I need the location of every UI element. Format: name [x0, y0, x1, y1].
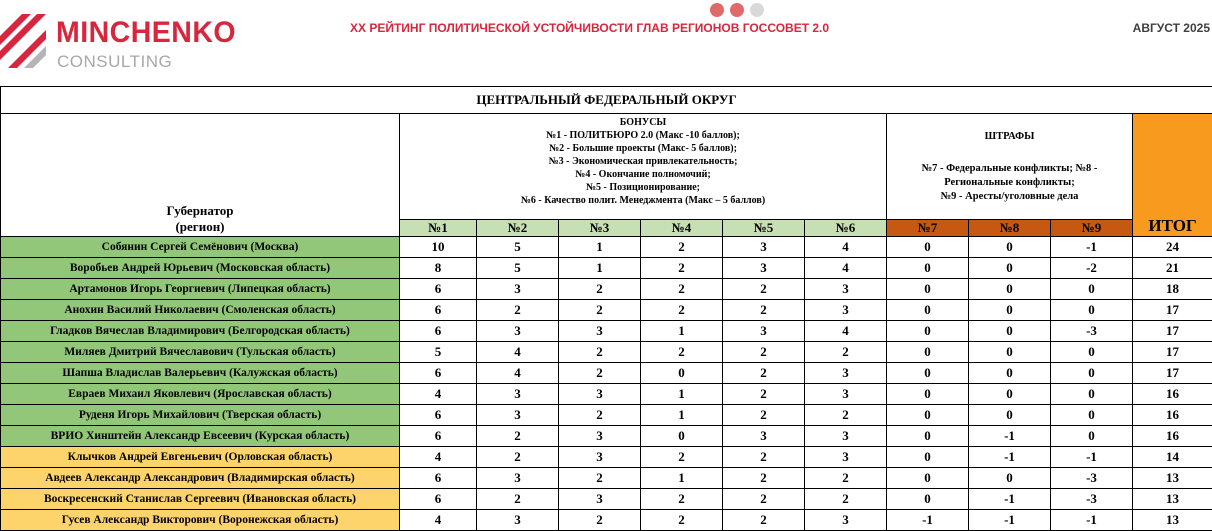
bonus-score-cell: 4: [400, 447, 477, 468]
bonus-score-cell: 1: [641, 405, 723, 426]
total-score-cell: 17: [1133, 363, 1212, 384]
penalty-score-cell: -3: [1051, 468, 1133, 489]
rating-table: [0, 86, 1212, 531]
penalty-score-cell: -1: [1051, 447, 1133, 468]
bonus-score-cell: 2: [641, 279, 723, 300]
governor-name-cell: Анохин Василий Николаевич (Смоленская область): [1, 300, 400, 321]
bonus-score-cell: 3: [559, 426, 641, 447]
penalty-score-cell: 0: [1051, 363, 1133, 384]
total-score-cell: 16: [1133, 426, 1212, 447]
bonus-score-cell: 2: [723, 405, 805, 426]
bonus-header-line: №5 - Позиционирование;: [400, 181, 886, 194]
penalty-score-cell: -1: [887, 510, 969, 531]
governor-row: [1, 300, 1212, 321]
bonus-header-line: №3 - Экономическая привлекательность;: [400, 155, 886, 168]
bonus-score-cell: 8: [400, 258, 477, 279]
total-score-cell: 16: [1133, 384, 1212, 405]
governor-row: [1, 363, 1212, 384]
district-title: ЦЕНТРАЛЬНЫЙ ФЕДЕРАЛЬНЫЙ ОКРУГ: [1, 87, 1212, 114]
page-dot: [750, 3, 764, 17]
penalty-score-cell: 0: [969, 237, 1051, 258]
bonus-score-cell: 2: [477, 447, 559, 468]
penalty-score-cell: 0: [1051, 279, 1133, 300]
report-title: XX РЕЙТИНГ ПОЛИТИЧЕСКОЙ УСТОЙЧИВОСТИ ГЛАВ РЕГИОНОВ ГОССОВЕТ 2.0: [350, 21, 829, 35]
penalty-score-cell: 0: [887, 237, 969, 258]
penalty-score-cell: 0: [887, 405, 969, 426]
page-indicator: [710, 3, 770, 22]
bonus-score-cell: 4: [400, 510, 477, 531]
bonus-score-cell: 3: [477, 384, 559, 405]
bonus-score-cell: 6: [400, 468, 477, 489]
bonus-score-cell: 2: [559, 468, 641, 489]
governor-header-line: Губернатор: [1, 203, 399, 219]
bonus-score-cell: 2: [477, 489, 559, 510]
bonus-score-cell: 3: [723, 426, 805, 447]
bonus-score-cell: 2: [805, 489, 887, 510]
bonus-score-cell: 1: [559, 237, 641, 258]
governor-row: [1, 321, 1212, 342]
bonus-score-cell: 4: [805, 258, 887, 279]
penalty-score-cell: 0: [887, 279, 969, 300]
bonus-score-cell: 4: [805, 237, 887, 258]
governor-name-cell: Клычков Андрей Евгеньевич (Орловская область): [1, 447, 400, 468]
penalty-score-cell: 0: [969, 405, 1051, 426]
bonus-column-label: №4: [641, 220, 723, 237]
bonus-score-cell: 10: [400, 237, 477, 258]
page-dot: [710, 3, 724, 17]
company-logo: [0, 14, 240, 74]
total-score-cell: 14: [1133, 447, 1212, 468]
bonus-score-cell: 3: [805, 510, 887, 531]
bonus-score-cell: 2: [723, 510, 805, 531]
governor-name-cell: Руденя Игорь Михайлович (Тверская область): [1, 405, 400, 426]
bonus-score-cell: 5: [400, 342, 477, 363]
governor-name-cell: Евраев Михаил Яковлевич (Ярославская область): [1, 384, 400, 405]
penalty-header: [887, 114, 1133, 220]
page-dot: [730, 3, 744, 17]
bonus-score-cell: 2: [641, 447, 723, 468]
penalty-score-cell: -1: [1051, 510, 1133, 531]
governor-name-cell: Собянин Сергей Семёнович (Москва): [1, 237, 400, 258]
total-score-cell: 13: [1133, 489, 1212, 510]
bonus-score-cell: 6: [400, 426, 477, 447]
bonus-score-cell: 2: [805, 405, 887, 426]
penalty-score-cell: 0: [969, 363, 1051, 384]
bonus-score-cell: 2: [723, 489, 805, 510]
governor-name-cell: Артамонов Игорь Георгиевич (Липецкая область): [1, 279, 400, 300]
penalty-score-cell: 0: [969, 279, 1051, 300]
penalty-header-line: №9 - Аресты/уголовные дела: [887, 190, 1132, 204]
bonus-score-cell: 3: [477, 321, 559, 342]
penalty-header-line: №7 - Федеральные конфликты; №8 -: [887, 162, 1132, 176]
penalty-column-label: №7: [887, 220, 969, 237]
bonus-score-cell: 2: [559, 300, 641, 321]
governor-row: [1, 468, 1212, 489]
penalty-score-cell: 0: [887, 342, 969, 363]
bonus-score-cell: 3: [723, 237, 805, 258]
penalty-column-label: №9: [1051, 220, 1133, 237]
bonus-score-cell: 3: [559, 447, 641, 468]
total-score-cell: 17: [1133, 300, 1212, 321]
governor-row: [1, 258, 1212, 279]
penalty-score-cell: -1: [1051, 237, 1133, 258]
penalty-header-line: Региональные конфликты;: [887, 176, 1132, 190]
bonus-header-line: №1 - ПОЛИТБЮРО 2.0 (Макс -10 баллов);: [400, 129, 886, 142]
governor-row: [1, 426, 1212, 447]
penalty-score-cell: -1: [969, 510, 1051, 531]
bonus-score-cell: 3: [723, 321, 805, 342]
bonus-column-label: №5: [723, 220, 805, 237]
bonus-score-cell: 2: [477, 300, 559, 321]
bonus-score-cell: 2: [723, 363, 805, 384]
logo-stripes-icon: [0, 14, 48, 70]
bonus-score-cell: 2: [559, 342, 641, 363]
bonus-score-cell: 3: [477, 405, 559, 426]
bonus-score-cell: 6: [400, 363, 477, 384]
governor-row: [1, 447, 1212, 468]
penalty-score-cell: -2: [1051, 258, 1133, 279]
governor-row: [1, 405, 1212, 426]
bonus-score-cell: 3: [559, 321, 641, 342]
bonus-score-cell: 2: [641, 510, 723, 531]
total-score-cell: 13: [1133, 468, 1212, 489]
penalty-score-cell: 0: [969, 342, 1051, 363]
bonus-score-cell: 4: [400, 384, 477, 405]
bonus-score-cell: 6: [400, 321, 477, 342]
bonus-score-cell: 6: [400, 279, 477, 300]
penalty-score-cell: 0: [887, 489, 969, 510]
penalty-score-cell: 0: [969, 468, 1051, 489]
penalty-score-cell: 0: [1051, 405, 1133, 426]
penalty-score-cell: 0: [887, 363, 969, 384]
bonus-score-cell: 3: [723, 258, 805, 279]
governor-row: [1, 342, 1212, 363]
penalty-score-cell: 0: [887, 258, 969, 279]
bonus-score-cell: 2: [559, 405, 641, 426]
bonus-score-cell: 3: [805, 300, 887, 321]
governor-header-line: (регион): [1, 219, 399, 235]
bonus-score-cell: 2: [805, 468, 887, 489]
total-score-cell: 18: [1133, 279, 1212, 300]
governor-name-cell: Шапша Владислав Валерьевич (Калужская область): [1, 363, 400, 384]
bonus-header-line: №2 - Большие проекты (Макс- 5 баллов);: [400, 142, 886, 155]
bonus-column-label: №1: [400, 220, 477, 237]
bonus-score-cell: 6: [400, 489, 477, 510]
penalty-score-cell: -1: [969, 426, 1051, 447]
governor-row: [1, 279, 1212, 300]
bonus-score-cell: 2: [641, 489, 723, 510]
bonus-score-cell: 3: [805, 426, 887, 447]
bonus-header-line: БОНУСЫ: [400, 116, 886, 129]
report-date: АВГУСТ 2025: [1133, 21, 1210, 35]
bonus-score-cell: 0: [641, 426, 723, 447]
governor-name-cell: Гладков Вячеслав Владимирович (Белгородская область): [1, 321, 400, 342]
bonus-score-cell: 3: [477, 468, 559, 489]
penalty-score-cell: 0: [1051, 300, 1133, 321]
penalty-score-cell: 0: [887, 468, 969, 489]
total-score-cell: 17: [1133, 342, 1212, 363]
governor-name-cell: ВРИО Хинштейн Александр Евсеевич (Курская область): [1, 426, 400, 447]
bonus-score-cell: 2: [641, 300, 723, 321]
bonus-header: [400, 114, 887, 220]
bonus-score-cell: 1: [559, 258, 641, 279]
bonus-score-cell: 2: [641, 342, 723, 363]
bonus-score-cell: 2: [641, 258, 723, 279]
governor-row: [1, 237, 1212, 258]
bonus-header-line: №6 - Качество полит. Менеджмента (Макс – 5 баллов): [400, 194, 886, 207]
bonus-score-cell: 3: [477, 279, 559, 300]
penalty-score-cell: -3: [1051, 321, 1133, 342]
penalty-header-line: ШТРАФЫ: [887, 130, 1132, 144]
bonus-score-cell: 3: [805, 279, 887, 300]
bonus-header-line: №4 - Окончание полномочий;: [400, 168, 886, 181]
total-score-cell: 17: [1133, 321, 1212, 342]
bonus-score-cell: 2: [641, 237, 723, 258]
total-column-header: ИТОГ: [1133, 114, 1212, 237]
penalty-score-cell: 0: [887, 447, 969, 468]
bonus-score-cell: 2: [723, 468, 805, 489]
penalty-column-label: №8: [969, 220, 1051, 237]
penalty-score-cell: 0: [969, 258, 1051, 279]
governor-row: [1, 510, 1212, 531]
bonus-score-cell: 1: [641, 321, 723, 342]
bonus-score-cell: 3: [805, 363, 887, 384]
penalty-score-cell: 0: [887, 321, 969, 342]
bonus-score-cell: 4: [477, 342, 559, 363]
bonus-score-cell: 2: [559, 279, 641, 300]
governor-column-header: [1, 114, 400, 237]
total-score-cell: 13: [1133, 510, 1212, 531]
penalty-score-cell: 0: [887, 384, 969, 405]
bonus-score-cell: 2: [559, 363, 641, 384]
bonus-score-cell: 2: [723, 384, 805, 405]
logo-subtitle: CONSULTING: [57, 52, 172, 72]
governor-row: [1, 384, 1212, 405]
bonus-score-cell: 6: [400, 300, 477, 321]
bonus-score-cell: 6: [400, 405, 477, 426]
bonus-score-cell: 3: [805, 447, 887, 468]
governor-row: [1, 489, 1212, 510]
penalty-score-cell: -3: [1051, 489, 1133, 510]
bonus-score-cell: 1: [641, 384, 723, 405]
penalty-score-cell: 0: [887, 300, 969, 321]
total-score-cell: 16: [1133, 405, 1212, 426]
penalty-score-cell: 0: [1051, 342, 1133, 363]
bonus-score-cell: 2: [723, 279, 805, 300]
bonus-column-label: №2: [477, 220, 559, 237]
bonus-column-label: №6: [805, 220, 887, 237]
penalty-score-cell: 0: [1051, 384, 1133, 405]
bonus-score-cell: 0: [641, 363, 723, 384]
bonus-score-cell: 4: [805, 321, 887, 342]
governor-name-cell: Воробьев Андрей Юрьевич (Московская область): [1, 258, 400, 279]
bonus-score-cell: 3: [559, 489, 641, 510]
logo-name: MINCHENKO: [56, 16, 236, 50]
bonus-score-cell: 5: [477, 237, 559, 258]
bonus-score-cell: 2: [723, 300, 805, 321]
bonus-score-cell: 2: [477, 426, 559, 447]
penalty-score-cell: 0: [969, 300, 1051, 321]
bonus-score-cell: 2: [805, 342, 887, 363]
total-score-cell: 21: [1133, 258, 1212, 279]
bonus-score-cell: 2: [723, 447, 805, 468]
report-header: [0, 0, 1212, 86]
bonus-column-label: №3: [559, 220, 641, 237]
total-score-cell: 24: [1133, 237, 1212, 258]
bonus-score-cell: 3: [477, 510, 559, 531]
bonus-score-cell: 4: [477, 363, 559, 384]
bonus-score-cell: 3: [805, 384, 887, 405]
bonus-score-cell: 3: [559, 384, 641, 405]
governor-name-cell: Миляев Дмитрий Вячеславович (Тульская область): [1, 342, 400, 363]
bonus-score-cell: 5: [477, 258, 559, 279]
bonus-score-cell: 2: [559, 510, 641, 531]
bonus-score-cell: 1: [641, 468, 723, 489]
penalty-score-cell: 0: [969, 384, 1051, 405]
governor-name-cell: Воскресенский Станислав Сергеевич (Ивановская область): [1, 489, 400, 510]
bonus-score-cell: 2: [723, 342, 805, 363]
penalty-score-cell: 0: [887, 426, 969, 447]
penalty-score-cell: 0: [969, 321, 1051, 342]
penalty-score-cell: 0: [1051, 426, 1133, 447]
penalty-score-cell: -1: [969, 447, 1051, 468]
governor-name-cell: Гусев Александр Викторович (Воронежская область): [1, 510, 400, 531]
governor-name-cell: Авдеев Александр Александрович (Владимирская область): [1, 468, 400, 489]
penalty-score-cell: -1: [969, 489, 1051, 510]
